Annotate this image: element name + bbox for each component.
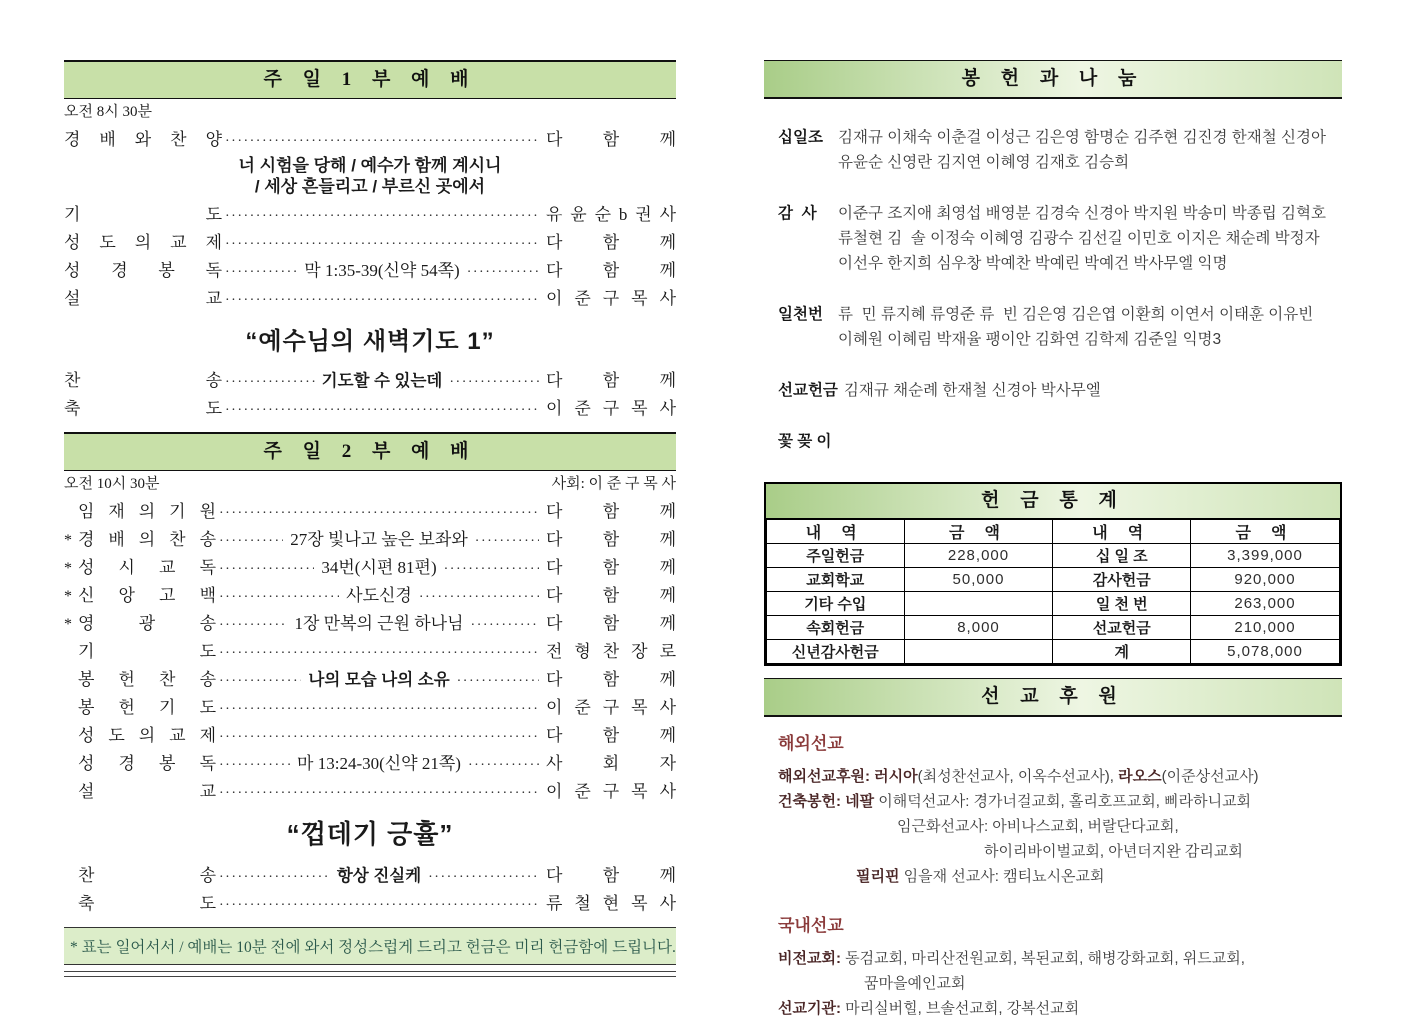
- stats-amount-cell: [904, 592, 1053, 616]
- worship-item-person: 다 함 께: [546, 371, 676, 390]
- mission-line: [778, 789, 1342, 814]
- mission-text: 임근화선교사: 아비나스교회, 버랄단다교회,: [897, 818, 1179, 835]
- stats-category-cell: 계: [1053, 640, 1191, 664]
- mission-text: 꿈마을예인교회: [864, 975, 966, 992]
- worship-item-detail: 마 13:24-30(신약 21쪽): [297, 754, 461, 773]
- offering-names: [838, 125, 1326, 175]
- mission-label: 건축봉헌:: [778, 793, 846, 810]
- offering-item: [778, 429, 1342, 454]
- standing-star-marker: *: [64, 588, 72, 605]
- dotted-leader: [225, 134, 539, 150]
- dotted-leader: [444, 562, 539, 578]
- worship-item-label: 찬 송: [78, 866, 216, 885]
- worship-item-person: 다 함 께: [546, 130, 676, 149]
- worship-row: [64, 693, 676, 721]
- stats-category-cell: 신년감사헌금: [767, 640, 905, 664]
- dotted-leader: [225, 237, 539, 253]
- dotted-leader: [475, 534, 539, 550]
- dotted-leader: [219, 534, 283, 550]
- offering-names-line: 김재규 채순례 한재철 신경아 박사무엘: [843, 382, 1101, 399]
- stats-header-cell: 내 역: [1053, 520, 1191, 544]
- mission-line: [778, 814, 1342, 839]
- stats-row: [767, 544, 1340, 568]
- standing-star-marker: *: [64, 616, 72, 633]
- stats-amount-cell: 263,000: [1191, 592, 1340, 616]
- offering-list: [764, 125, 1342, 454]
- service2-rows-top: [64, 497, 676, 805]
- dotted-leader: [449, 375, 539, 391]
- worship-item-person: 다 함 께: [546, 586, 677, 605]
- offering-names: [844, 378, 1101, 403]
- worship-item-person: 다 함 께: [546, 558, 677, 577]
- worship-item-person: 유 윤 순 b 권 사: [546, 205, 676, 224]
- stats-amount-cell: 50,000: [904, 568, 1053, 592]
- worship-row: [64, 637, 676, 665]
- worship-item-person: 다 함 께: [546, 670, 677, 689]
- worship-row: [64, 581, 676, 609]
- worship-item-person: 사 회 자: [546, 754, 676, 773]
- dotted-leader: [225, 403, 539, 419]
- mission-line: [778, 764, 1342, 789]
- service1-title-band: 주 일 1 부 예 배: [64, 60, 676, 99]
- worship-item-person: 다 함 께: [546, 866, 676, 885]
- offering-column: [764, 60, 1342, 1021]
- stats-amount-cell: 3,399,000: [1191, 544, 1340, 568]
- dotted-leader: [225, 375, 315, 391]
- mission-text: 임을재 선교사: 캠티뇨시온교회: [899, 868, 1105, 885]
- worship-row: [64, 609, 676, 637]
- mission-text: 마리실버힐, 브솔선교회, 강복선교회: [845, 1000, 1080, 1017]
- mission-label: 필리핀: [856, 868, 900, 885]
- dotted-leader: [457, 674, 539, 690]
- worship-row: [64, 721, 676, 749]
- worship-item-person: 다 함 께: [546, 726, 676, 745]
- stats-amount-cell: 8,000: [904, 616, 1053, 640]
- offering-item: [778, 125, 1342, 175]
- worship-item-label: 봉 헌 기 도: [78, 698, 216, 717]
- stats-amount-cell: 210,000: [1191, 616, 1340, 640]
- dotted-leader: [219, 646, 539, 662]
- worship-item-label: 경 배 와 찬 양: [64, 130, 222, 149]
- worship-row: [64, 125, 676, 153]
- worship-item-label: 영 광 송: [78, 614, 216, 633]
- offering-category-label: 일천번: [778, 306, 823, 323]
- mission-label: 러시아: [874, 768, 918, 785]
- dotted-leader: [219, 786, 539, 802]
- worship-item-label: 축 도: [78, 894, 216, 913]
- mission-label: 비전교회:: [778, 950, 846, 967]
- dotted-leader: [219, 758, 290, 774]
- worship-note: * 표는 일어서서 / 예배는 10분 전에 와서 정성스럽게 드리고 헌금은 미리 헌금함에 드립니다.: [64, 927, 676, 965]
- worship-item-person: 이 준 구 목 사: [546, 289, 676, 308]
- stats-amount-cell: 5,078,000: [1191, 640, 1340, 664]
- hymn-line: 너 시험을 당해 / 예수가 함께 계시니: [238, 156, 502, 175]
- stats-title-band: 헌 금 통 계: [766, 484, 1340, 519]
- worship-item-detail: 사도신경: [346, 586, 412, 605]
- worship-order-column: [64, 60, 676, 977]
- mission-line: [778, 864, 1342, 889]
- stats-row: [767, 616, 1340, 640]
- worship-item-person: 다 함 께: [546, 261, 676, 280]
- worship-row: [64, 553, 676, 581]
- offering-names-line: 이준구 조지애 최영섭 배영분 김경숙 신경아 박지원 박송미 박종립 김혁호: [838, 205, 1326, 222]
- worship-item-person: 전 형 찬 장 로: [546, 642, 676, 661]
- domestic-mission-subtitle: 국내선교: [778, 916, 844, 935]
- mission-line: [778, 946, 1342, 971]
- stats-category-cell: 주일헌금: [767, 544, 905, 568]
- worship-item-detail: 기도할 수 있는데: [321, 372, 443, 390]
- stats-header-cell: 금 액: [904, 520, 1053, 544]
- stats-header-cell: 내 역: [767, 520, 905, 544]
- offering-category-label: 감 사: [778, 205, 817, 222]
- worship-row: [64, 497, 676, 525]
- service1-rows-mid: [64, 200, 676, 312]
- worship-row: [64, 889, 676, 917]
- worship-item-detail: 27장 빛나고 높은 보좌와: [290, 530, 468, 549]
- stats-category-cell: 기타 수입: [767, 592, 905, 616]
- worship-item-person: 류 철 현 목 사: [546, 894, 676, 913]
- stats-header-row: [767, 520, 1340, 544]
- offering-names: [838, 201, 1326, 276]
- worship-item-person: 다 함 께: [546, 614, 676, 633]
- worship-item-label: 설 교: [64, 289, 222, 308]
- service2-time-row: [64, 471, 676, 497]
- dotted-leader: [467, 265, 539, 281]
- mission-text: 하이리바이벌교회, 아년더지완 감리교회: [984, 843, 1243, 860]
- mission-label: 선교기관:: [778, 1000, 846, 1017]
- offering-names-line: 류철현 김 솔 이정숙 이혜영 김광수 김선길 이민호 이지은 채순례 박정자: [838, 230, 1320, 247]
- worship-item-label: 기 도: [64, 205, 222, 224]
- stats-row: [767, 592, 1340, 616]
- offering-names-line: 김재규 이채숙 이춘걸 이성근 김은영 함명순 김주현 김진경 한재철 신경아: [838, 129, 1326, 146]
- worship-item-person: 이 준 구 목 사: [546, 399, 676, 418]
- mission-text: (이준상선교사): [1161, 768, 1259, 785]
- worship-row: [64, 525, 676, 553]
- worship-item-label: 기 도: [78, 642, 216, 661]
- dotted-leader: [219, 562, 314, 578]
- worship-item-label: 성 경 봉 독: [78, 754, 216, 773]
- dotted-leader: [468, 758, 539, 774]
- worship-row: [64, 394, 676, 422]
- service1-hymn-lines: [64, 155, 676, 197]
- worship-item-label: 경 배 의 찬 송: [78, 530, 216, 549]
- worship-item-person: 이 준 구 목 사: [546, 698, 676, 717]
- worship-row: [64, 665, 676, 693]
- service1-time: 오전 8시 30분: [64, 104, 152, 120]
- offering-stats-table: [764, 482, 1342, 666]
- service1-sermon-title: “예수님의 새벽기도 1”: [245, 328, 495, 355]
- mission-text: (최성찬선교사, 이옥수선교사),: [917, 768, 1119, 785]
- dotted-leader: [219, 674, 301, 690]
- worship-row: [64, 777, 676, 805]
- stats-row: [767, 568, 1340, 592]
- dotted-leader: [219, 730, 539, 746]
- overseas-mission-subtitle: 해외선교: [778, 734, 844, 753]
- dotted-leader: [225, 293, 539, 309]
- stats-amount-cell: [904, 640, 1053, 664]
- worship-row: [64, 228, 676, 256]
- dotted-leader: [219, 702, 539, 718]
- worship-row: [64, 256, 676, 284]
- service2-title-band: 주 일 2 부 예 배: [64, 432, 676, 471]
- mission-line: [778, 971, 1342, 996]
- worship-item-label: 봉 헌 찬 송: [78, 670, 216, 689]
- worship-item-person: 다 함 께: [546, 233, 676, 252]
- worship-item-detail: 항상 진실케: [336, 867, 422, 885]
- worship-item-person: 다 함 께: [546, 502, 676, 521]
- service2-rows-bottom: [64, 861, 676, 917]
- offering-title-band: 봉 헌 과 나 눔: [764, 60, 1342, 99]
- offering-names-line: 유윤순 신영란 김지연 이혜영 김재호 김승희: [838, 154, 1130, 171]
- stats-row: [767, 640, 1340, 664]
- offering-item: [778, 302, 1342, 352]
- worship-item-label: 축 도: [64, 399, 222, 418]
- worship-row: [64, 861, 676, 889]
- worship-item-label: 성 경 봉 독: [64, 261, 222, 280]
- offering-category-label: 꽃 꽂 이: [778, 433, 832, 450]
- offering-names-line: 이혜원 이혜림 박재율 팽이안 김화연 김학제 김준일 익명3: [838, 331, 1222, 348]
- worship-item-detail: 1장 만복의 근원 하나님: [294, 614, 464, 633]
- mission-label: 네팔: [845, 793, 875, 810]
- worship-row: [64, 366, 676, 394]
- worship-item-label: 설 교: [78, 782, 216, 801]
- offering-item: [778, 378, 1342, 403]
- stats-category-cell: 교회학교: [767, 568, 905, 592]
- dotted-leader: [419, 590, 539, 606]
- stats-header-cell: 금 액: [1191, 520, 1340, 544]
- dotted-leader: [428, 870, 539, 886]
- worship-item-person: 다 함 께: [546, 530, 676, 549]
- worship-item-label: 성 시 교 독: [78, 558, 216, 577]
- hymn-line: / 세상 흔들리고 / 부르신 곳에서: [254, 177, 486, 196]
- dotted-leader: [219, 506, 539, 522]
- worship-item-label: 신 앙 고 백: [78, 586, 216, 605]
- stats-amount-cell: 228,000: [904, 544, 1053, 568]
- service2-time: 오전 10시 30분: [64, 476, 160, 492]
- stats-table: [766, 519, 1340, 664]
- dotted-leader: [471, 618, 539, 634]
- worship-row: [64, 200, 676, 228]
- mission-line: [778, 839, 1342, 864]
- service1-rows-bottom: [64, 366, 676, 422]
- mission-text: 동검교회, 마리산전원교회, 복된교회, 해병강화교회, 위드교회,: [845, 950, 1245, 967]
- stats-category-cell: 감사헌금: [1053, 568, 1191, 592]
- offering-category-label: 선교헌금: [778, 382, 838, 399]
- worship-row: [64, 749, 676, 777]
- stats-category-cell: 일 천 번: [1053, 592, 1191, 616]
- worship-row: [64, 284, 676, 312]
- dotted-leader: [225, 265, 297, 281]
- mission-line: [778, 996, 1342, 1021]
- worship-item-detail: 34번(시편 81편): [321, 558, 437, 577]
- mission-title-band: 선 교 후 원: [764, 678, 1342, 717]
- dotted-leader: [219, 618, 287, 634]
- standing-star-marker: *: [64, 532, 72, 549]
- standing-star-marker: *: [64, 560, 72, 577]
- worship-item-person: 이 준 구 목 사: [546, 782, 676, 801]
- worship-item-detail: 막 1:35-39(신약 54쪽): [304, 261, 460, 280]
- worship-item-detail: 나의 모습 나의 소유: [308, 671, 450, 689]
- service2-mc: 사회: 이 준 구 목 사: [551, 476, 676, 492]
- dotted-leader: [219, 898, 539, 914]
- stats-amount-cell: 920,000: [1191, 568, 1340, 592]
- offering-names-line: 이선우 한지희 심우창 박예찬 박예린 박예건 박사무엘 익명: [838, 255, 1228, 272]
- service2-sermon-title: “껍데기 긍휼”: [286, 819, 454, 849]
- worship-item-label: 성 도 의 교 제: [78, 726, 216, 745]
- domestic-mission-lines: [764, 946, 1342, 1021]
- dotted-leader: [225, 209, 539, 225]
- mission-label: 라오스: [1118, 768, 1162, 785]
- overseas-mission-lines: [764, 764, 1342, 889]
- worship-item-label: 찬 송: [64, 371, 222, 390]
- offering-names: [838, 302, 1313, 352]
- stats-category-cell: 선교헌금: [1053, 616, 1191, 640]
- stats-category-cell: 속회헌금: [767, 616, 905, 640]
- worship-item-label: 임 재 의 기 원: [78, 502, 216, 521]
- service1-rows-top: [64, 125, 676, 153]
- stats-category-cell: 십 일 조: [1053, 544, 1191, 568]
- offering-item: [778, 201, 1342, 276]
- dotted-leader: [219, 590, 339, 606]
- offering-category-label: 십일조: [778, 129, 823, 146]
- dotted-leader: [219, 870, 330, 886]
- worship-item-label: 성 도 의 교 제: [64, 233, 222, 252]
- offering-names-line: 류 민 류지혜 류영준 류 빈 김은영 김은엽 이환희 이연서 이태훈 이유빈: [838, 306, 1314, 323]
- mission-label: 해외선교후원:: [778, 768, 875, 785]
- service1-time-row: [64, 99, 676, 125]
- mission-text: 이해덕선교사: 경가너걸교회, 홀리호프교회, 삐라하니교회: [874, 793, 1252, 810]
- double-rule: [64, 971, 676, 977]
